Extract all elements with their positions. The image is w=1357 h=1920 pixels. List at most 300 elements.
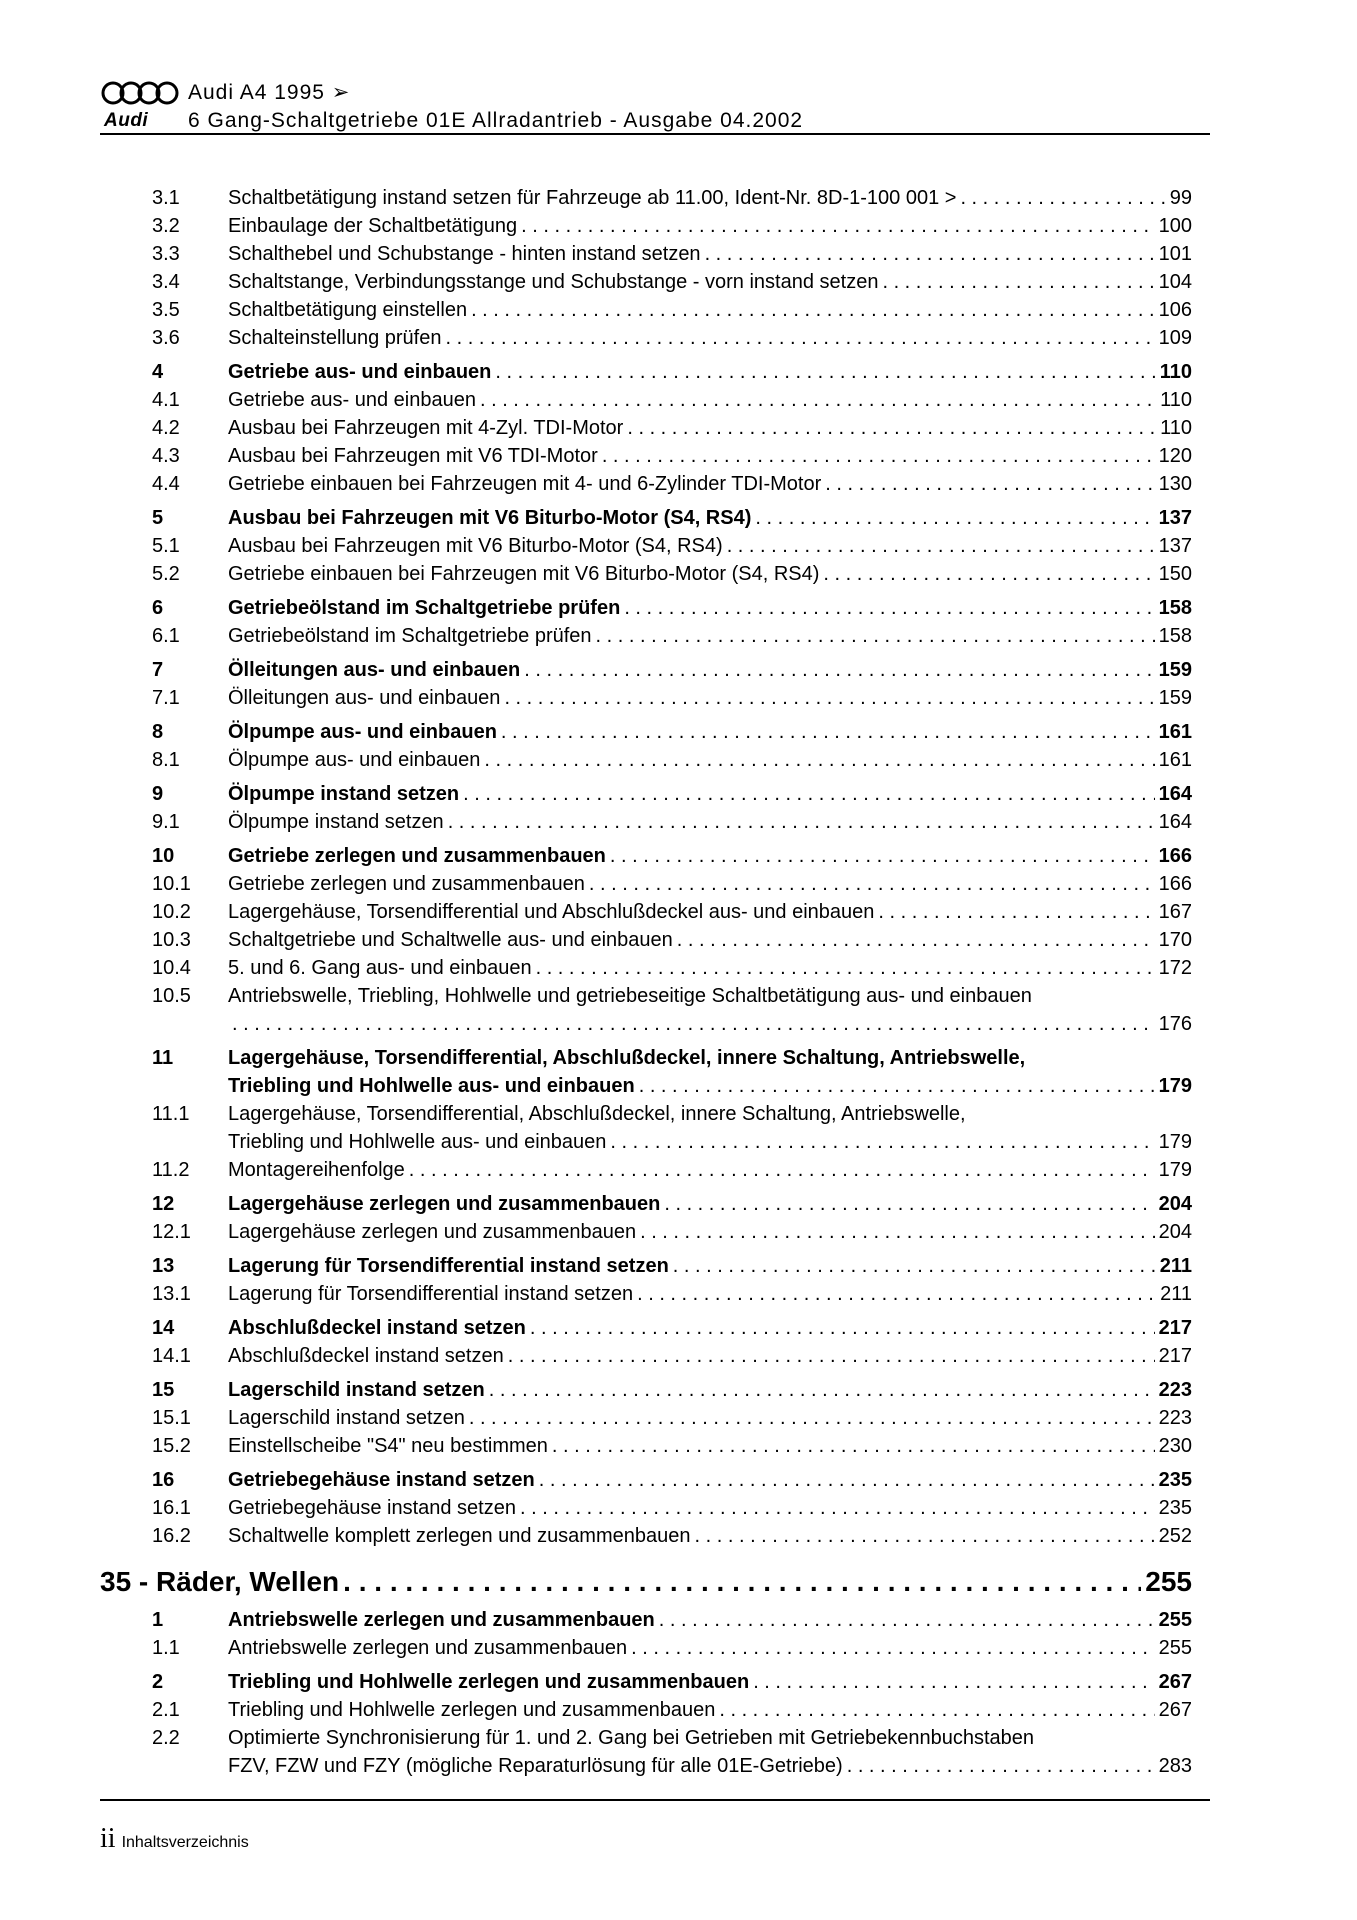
toc-entry-body [228, 414, 1192, 442]
toc-entry-page: 179 [1158, 1131, 1192, 1153]
toc-entry-page: 137 [1158, 507, 1192, 529]
toc-entry-title: Optimierte Synchronisierung für 1. und 2. Gang bei Getrieben mit Getriebekennbuchstaben [228, 1727, 1035, 1749]
toc-entry-page: 211 [1159, 1255, 1192, 1277]
toc-entry-page: 176 [1158, 1013, 1192, 1035]
toc-entry[interactable] [152, 926, 1192, 954]
toc-entry-title: Lagergehäuse, Torsendifferential, Abschlußdeckel, innere Schaltung, Antriebswelle, [228, 1103, 966, 1125]
toc-entry[interactable] [152, 808, 1192, 836]
toc-entry[interactable] [152, 656, 1192, 684]
toc-entry-number: 5.2 [152, 563, 180, 585]
toc-leader-dots [602, 442, 1155, 470]
toc-leader-dots [673, 1252, 1156, 1280]
toc-entry[interactable] [152, 898, 1192, 926]
toc-entry-title: Abschlußdeckel instand setzen [228, 1345, 504, 1367]
toc-entry-page: 166 [1158, 845, 1192, 867]
toc-entry-page: 106 [1158, 299, 1192, 321]
toc-leader-dots [521, 212, 1155, 240]
toc-entry-number: 3.3 [152, 243, 180, 265]
header-rule [100, 133, 1210, 135]
toc-leader-dots [847, 1752, 1155, 1780]
toc-entry-title: Getriebegehäuse instand setzen [228, 1497, 516, 1519]
toc-entry[interactable] [152, 1634, 1192, 1662]
toc-entry-number: 8.1 [152, 749, 180, 771]
audi-wordmark: Audi [104, 110, 149, 131]
toc-leader-dots [530, 1314, 1155, 1342]
toc-entry[interactable] [152, 594, 1192, 622]
toc-entry-page: 217 [1158, 1317, 1192, 1339]
toc-entry-title: Schaltstange, Verbindungsstange und Schubstange - vorn instand setzen [228, 271, 879, 293]
toc-leader-dots [524, 656, 1154, 684]
toc-leader-dots [539, 1466, 1155, 1494]
toc-entry[interactable] [152, 954, 1192, 982]
toc-leader-dots [960, 184, 1165, 212]
toc-entry-body [228, 1724, 1192, 1780]
toc-entry-number: 15.1 [152, 1407, 191, 1429]
toc-entry-title: Lagerung für Torsendifferential instand setzen [228, 1283, 634, 1305]
toc-entry-number: 16.2 [152, 1525, 191, 1547]
toc-leader-dots [448, 808, 1155, 836]
toc-entry-page: 267 [1158, 1671, 1192, 1693]
toc-entry-title: Getriebe zerlegen und zusammenbauen [228, 845, 606, 867]
toc-entry[interactable] [152, 746, 1192, 774]
toc-entry-title: Montagereihenfolge [228, 1159, 405, 1181]
toc-entry[interactable] [152, 296, 1192, 324]
toc-leader-dots [484, 746, 1154, 774]
toc-entry-title: Ausbau bei Fahrzeugen mit 4-Zyl. TDI-Motor [228, 417, 624, 439]
toc-entry-title: Schaltbetätigung instand setzen für Fahrzeuge ab 11.00, Ident-Nr. 8D-1-100 001 > [228, 187, 957, 209]
toc-entry-body [228, 1218, 1192, 1246]
toc-entry-title-continued: Triebling und Hohlwelle aus- und einbauen [228, 1075, 635, 1097]
toc-entry-page: 267 [1158, 1699, 1192, 1721]
toc-entry-body [228, 504, 1192, 532]
toc-entry-body [228, 954, 1192, 982]
toc-entry-body [228, 684, 1192, 712]
toc-entry-title: Getriebe einbauen bei Fahrzeugen mit V6 Biturbo-Motor (S4, RS4) [228, 563, 820, 585]
toc-entry-page: 158 [1158, 597, 1192, 619]
page-footer [100, 1823, 249, 1855]
toc-entry-number: 10.3 [152, 929, 191, 951]
toc-entry-body [228, 1100, 1192, 1156]
toc-entry-body [228, 1668, 1192, 1696]
toc-leader-dots [639, 1072, 1155, 1100]
toc-leader-dots [719, 1696, 1154, 1724]
toc-entry-page: 110 [1160, 417, 1192, 439]
toc-entry[interactable] [152, 1280, 1192, 1308]
toc-entry-body [228, 1280, 1192, 1308]
toc-entry-number: 11.1 [152, 1103, 190, 1125]
toc-entry-number: 6 [152, 597, 164, 619]
toc-entry-continuation [228, 1752, 1192, 1780]
toc-entry-page: 172 [1158, 957, 1192, 979]
toc-entry[interactable] [152, 1342, 1192, 1370]
toc-entry-body [228, 1404, 1192, 1432]
toc-entry[interactable] [152, 386, 1192, 414]
toc-entry-page: 283 [1158, 1755, 1192, 1777]
toc-leader-dots [489, 1376, 1155, 1404]
toc-entry-number: 12 [152, 1193, 175, 1215]
toc-entry-title: Ausbau bei Fahrzeugen mit V6 TDI-Motor [228, 445, 598, 467]
toc-entry-continuation [228, 1072, 1192, 1100]
manual-subtitle: 6 Gang-Schaltgetriebe 01E Allradantrieb - Ausgabe 04.2002 [188, 109, 804, 132]
toc-entry-page: 101 [1158, 243, 1192, 265]
toc-entry-body [228, 898, 1192, 926]
toc-entry-title: Getriebeölstand im Schaltgetriebe prüfen [228, 625, 592, 647]
toc-entry[interactable] [152, 1100, 1192, 1156]
toc-leader-dots [343, 1564, 1141, 1600]
toc-entry[interactable] [152, 212, 1192, 240]
toc-entry[interactable] [152, 1044, 1192, 1100]
toc-entry-body [228, 470, 1192, 498]
toc-entry-number: 5.1 [152, 535, 180, 557]
toc-entry[interactable] [152, 560, 1192, 588]
toc-entry-title: Getriebe einbauen bei Fahrzeugen mit 4- und 6-Zylinder TDI-Motor [228, 473, 822, 495]
toc-entry-number: 3.1 [152, 187, 180, 209]
toc-entry-page: 255 [1158, 1609, 1192, 1631]
toc-entry-title: Antriebswelle zerlegen und zusammenbauen [228, 1637, 628, 1659]
toc-leader-dots [480, 386, 1156, 414]
toc-leader-dots [664, 1190, 1154, 1218]
toc-entry-page: 179 [1158, 1159, 1192, 1181]
toc-entry-page: 109 [1158, 327, 1192, 349]
toc-entry[interactable] [152, 1466, 1192, 1494]
toc-entry[interactable] [152, 442, 1192, 470]
toc-entry-page: 223 [1158, 1407, 1192, 1429]
toc-entry-number: 10.1 [152, 873, 191, 895]
toc-entry-title: Triebling und Hohlwelle zerlegen und zusammenbauen [228, 1699, 716, 1721]
toc-entry-body [228, 240, 1192, 268]
toc-entry-title: Schaltgetriebe und Schaltwelle aus- und einbauen [228, 929, 673, 951]
toc-entry-number: 9.1 [152, 811, 180, 833]
toc-entry-title: Lagerschild instand setzen [228, 1407, 465, 1429]
toc-entry[interactable] [152, 1606, 1192, 1634]
toc-entry-page: 120 [1158, 445, 1192, 467]
toc-entry-body [228, 622, 1192, 650]
toc-entry-title: Triebling und Hohlwelle zerlegen und zusammenbauen [228, 1671, 750, 1693]
toc-entry-number: 2.1 [152, 1699, 180, 1721]
toc-entry-continuation [228, 1128, 1192, 1156]
section-title: 35 - Räder, Wellen [100, 1566, 340, 1597]
toc-leader-dots [610, 1128, 1154, 1156]
footer-label: Inhaltsverzeichnis [121, 1834, 249, 1851]
toc-entry-title: Getriebe zerlegen und zusammenbauen [228, 873, 585, 895]
toc-entry-number: 4.4 [152, 473, 180, 495]
toc-entry-body [228, 212, 1192, 240]
toc-entry-page: 223 [1158, 1379, 1192, 1401]
toc-entry-body [228, 746, 1192, 774]
toc-entry[interactable] [152, 1494, 1192, 1522]
toc-entry-body [228, 1494, 1192, 1522]
toc-entry-title: Getriebe aus- und einbauen [228, 361, 492, 383]
toc-entry-number: 2.2 [152, 1727, 180, 1749]
toc-leader-dots [825, 470, 1154, 498]
toc-entry-body [228, 386, 1192, 414]
toc-entry-title: Antriebswelle zerlegen und zusammenbauen [228, 1609, 655, 1631]
toc-entry[interactable] [152, 870, 1192, 898]
toc-entry-title: Einstellscheibe "S4" neu bestimmen [228, 1435, 548, 1457]
toc-entry-title: Lagergehäuse zerlegen und zusammenbauen [228, 1221, 637, 1243]
toc-entry-number: 6.1 [152, 625, 180, 647]
toc-entry-body [228, 982, 1192, 1038]
toc-leader-dots [637, 1280, 1156, 1308]
toc-leader-dots [508, 1342, 1155, 1370]
toc-leader-dots [610, 842, 1155, 870]
audi-rings-logo [100, 80, 180, 108]
toc-entry-page: 167 [1158, 901, 1192, 923]
toc-leader-dots [631, 1634, 1154, 1662]
toc-leader-dots [695, 1522, 1155, 1550]
toc-entry-number: 10.5 [152, 985, 191, 1007]
toc-leader-dots [469, 1404, 1155, 1432]
toc-entry-number: 14 [152, 1317, 175, 1339]
toc-entry-title: Ölleitungen aus- und einbauen [228, 687, 501, 709]
toc-entry-body [228, 1466, 1192, 1494]
toc-entry-body [228, 296, 1192, 324]
toc-entry-number: 1 [152, 1609, 164, 1631]
toc-entry-page: 252 [1158, 1525, 1192, 1547]
toc-leader-dots [823, 560, 1154, 588]
toc-entry[interactable] [152, 842, 1192, 870]
toc-entry-title: Getriebegehäuse instand setzen [228, 1469, 535, 1491]
toc-entry-number: 4 [152, 361, 164, 383]
toc-entry-number: 1.1 [152, 1637, 180, 1659]
toc-entry-title: Ölpumpe aus- und einbauen [228, 721, 497, 743]
toc-entry-title: Ölpumpe aus- und einbauen [228, 749, 481, 771]
toc-entry-body [228, 560, 1192, 588]
toc-entry-title-continued: FZV, FZW und FZY (mögliche Reparaturlösung für alle 01E-Getriebe) [228, 1755, 843, 1777]
toc-entry-body [228, 1606, 1192, 1634]
toc-entry-body [228, 324, 1192, 352]
toc-entry-title: Lagerung für Torsendifferential instand setzen [228, 1255, 669, 1277]
toc-leader-dots [878, 898, 1154, 926]
toc-entry[interactable] [152, 324, 1192, 352]
toc-leader-dots [727, 532, 1155, 560]
toc-leader-dots [640, 1218, 1155, 1246]
toc-leader-dots [504, 684, 1154, 712]
toc-leader-dots [536, 954, 1155, 982]
toc-entry[interactable] [152, 1156, 1192, 1184]
toc-entry-body [228, 268, 1192, 296]
toc-entry-page: 204 [1158, 1221, 1192, 1243]
toc-leader-dots [552, 1432, 1155, 1460]
toc-entry-body [228, 532, 1192, 560]
toc-entry-number: 10.2 [152, 901, 191, 923]
toc-entry-body [228, 442, 1192, 470]
toc-entry-page: 235 [1158, 1469, 1192, 1491]
toc-entry-page: 99 [1169, 187, 1192, 209]
toc-entry[interactable] [152, 1522, 1192, 1550]
toc-entry-title: 5. und 6. Gang aus- und einbauen [228, 957, 532, 979]
toc-entry-body [228, 1634, 1192, 1662]
toc-entry-page: 179 [1158, 1075, 1192, 1097]
toc-entry[interactable] [152, 684, 1192, 712]
toc-entry-body [228, 842, 1192, 870]
toc-entry[interactable] [152, 1190, 1192, 1218]
toc-leader-dots [659, 1606, 1155, 1634]
toc-entry-title-continued: Triebling und Hohlwelle aus- und einbauen [228, 1131, 607, 1153]
toc-entry-number: 4.3 [152, 445, 180, 467]
toc-entry-page: 137 [1158, 535, 1192, 557]
toc-entry-number: 4.1 [152, 389, 180, 411]
toc-entry-title: Schalteinstellung prüfen [228, 327, 442, 349]
toc-section-heading[interactable] [100, 1564, 1192, 1600]
toc-entry[interactable] [152, 240, 1192, 268]
toc-entry[interactable] [152, 358, 1192, 386]
toc-entry-title: Ausbau bei Fahrzeugen mit V6 Biturbo-Motor (S4, RS4) [228, 507, 752, 529]
toc-entry[interactable] [152, 622, 1192, 650]
toc-entry[interactable] [152, 1404, 1192, 1432]
toc-leader-dots [409, 1156, 1155, 1184]
toc-entry-page: 217 [1158, 1345, 1192, 1367]
toc-entry-number: 13 [152, 1255, 175, 1277]
toc-entry-title: Schaltbetätigung einstellen [228, 299, 468, 321]
toc-entry-body [228, 1342, 1192, 1370]
toc-entry-title: Ölpumpe instand setzen [228, 783, 460, 805]
toc-leader-dots [471, 296, 1155, 324]
toc-entry-number: 3.5 [152, 299, 180, 321]
toc-entry-page: 166 [1158, 873, 1192, 895]
toc-leader-dots [495, 358, 1155, 386]
toc-entry[interactable] [152, 268, 1192, 296]
toc-entry-body [228, 870, 1192, 898]
toc-entry[interactable] [152, 1218, 1192, 1246]
toc-entry[interactable] [152, 718, 1192, 746]
toc-entry-title: Lagergehäuse, Torsendifferential, Abschlußdeckel, innere Schaltung, Antriebswelle, [228, 1047, 1026, 1069]
vehicle-title: Audi A4 1995 ➢ [188, 81, 351, 104]
toc-leader-dots [624, 594, 1154, 622]
footer-rule [100, 1799, 1210, 1801]
toc-entry[interactable] [152, 1668, 1192, 1696]
toc-entry-number: 15 [152, 1379, 175, 1401]
toc-entry-title: Ölpumpe instand setzen [228, 811, 444, 833]
toc-entry-number: 5 [152, 507, 164, 529]
toc-entry-number: 4.2 [152, 417, 180, 439]
section-page: 255 [1145, 1566, 1192, 1597]
toc-entry[interactable] [152, 470, 1192, 498]
toc-entry-title: Lagerschild instand setzen [228, 1379, 485, 1401]
toc-entry-page: 161 [1158, 749, 1192, 771]
toc-leader-dots [520, 1494, 1155, 1522]
toc-entry-body [228, 594, 1192, 622]
toc-entry-body [228, 1252, 1192, 1280]
toc-entry[interactable] [152, 1696, 1192, 1724]
toc-entry[interactable] [152, 504, 1192, 532]
toc-entry-number: 3.2 [152, 215, 180, 237]
toc-leader-dots [232, 1010, 1155, 1038]
toc-leader-dots [445, 324, 1154, 352]
toc-entry-body [228, 184, 1192, 212]
toc-entry-number: 13.1 [152, 1283, 191, 1305]
toc-entry[interactable] [152, 780, 1192, 808]
toc-entry-title: Lagergehäuse, Torsendifferential und Abschlußdeckel aus- und einbauen [228, 901, 875, 923]
toc-entry-page: 211 [1160, 1283, 1192, 1305]
toc-entry-page: 170 [1158, 929, 1192, 951]
toc-entry[interactable] [152, 532, 1192, 560]
toc-entry-body [228, 1376, 1192, 1404]
toc-entry-body [228, 1696, 1192, 1724]
toc-leader-dots [627, 414, 1156, 442]
toc-entry-body [228, 656, 1192, 684]
toc-entry-title: Getriebe aus- und einbauen [228, 389, 476, 411]
toc-entry-page: 100 [1158, 215, 1192, 237]
toc-leader-dots [589, 870, 1155, 898]
toc-entry-number: 7.1 [152, 687, 180, 709]
toc-entry-number: 16.1 [152, 1497, 191, 1519]
toc-entry-page: 204 [1158, 1193, 1192, 1215]
toc-entry-page: 230 [1158, 1435, 1192, 1457]
toc-entry-number: 9 [152, 783, 164, 805]
toc-entry-page: 130 [1158, 473, 1192, 495]
toc-entry-page: 164 [1158, 811, 1192, 833]
toc-entry-title: Einbaulage der Schaltbetätigung [228, 215, 518, 237]
toc-entry-body [228, 926, 1192, 954]
toc-entry-number: 7 [152, 659, 164, 681]
toc-entry-title: Ausbau bei Fahrzeugen mit V6 Biturbo-Motor (S4, RS4) [228, 535, 723, 557]
toc-entry-number: 10 [152, 845, 175, 867]
toc-entry-number: 2 [152, 1671, 164, 1693]
toc-entry-body [228, 780, 1192, 808]
toc-entry-continuation [228, 1010, 1192, 1038]
toc-entry-title: Schalthebel und Schubstange - hinten instand setzen [228, 243, 701, 265]
table-of-contents [100, 184, 1192, 1780]
toc-entry-page: 164 [1158, 783, 1192, 805]
toc-entry-number: 8 [152, 721, 164, 743]
toc-entry-page: 150 [1158, 563, 1192, 585]
toc-entry[interactable] [152, 982, 1192, 1038]
toc-entry-page: 255 [1158, 1637, 1192, 1659]
toc-entry[interactable] [152, 414, 1192, 442]
toc-leader-dots [677, 926, 1155, 954]
toc-entry-title: Antriebswelle, Triebling, Hohlwelle und getriebeseitige Schaltbetätigung aus- und einbauen [228, 985, 1032, 1007]
toc-entry-number: 11 [152, 1047, 174, 1069]
toc-entry[interactable] [152, 1724, 1192, 1780]
toc-entry[interactable] [152, 1314, 1192, 1342]
toc-entry-page: 235 [1158, 1497, 1192, 1519]
toc-entry[interactable] [152, 1432, 1192, 1460]
toc-entry-number: 12.1 [152, 1221, 191, 1243]
toc-entry-title: Lagergehäuse zerlegen und zusammenbauen [228, 1193, 661, 1215]
toc-entry-body [228, 1190, 1192, 1218]
toc-leader-dots [501, 718, 1155, 746]
toc-entry-number: 14.1 [152, 1345, 191, 1367]
toc-entry-page: 161 [1158, 721, 1192, 743]
toc-entry-body [228, 358, 1192, 386]
toc-leader-dots [705, 240, 1155, 268]
toc-leader-dots [755, 504, 1154, 532]
toc-entry-page: 110 [1160, 389, 1192, 411]
toc-entry-title: Abschlußdeckel instand setzen [228, 1317, 526, 1339]
toc-entry-page: 159 [1158, 687, 1192, 709]
toc-entry-body [228, 718, 1192, 746]
page-number: ii [100, 1823, 116, 1854]
toc-entry-title: Getriebeölstand im Schaltgetriebe prüfen [228, 597, 621, 619]
toc-entry[interactable] [152, 184, 1192, 212]
toc-entry-body [228, 1044, 1192, 1100]
toc-entry[interactable] [152, 1376, 1192, 1404]
toc-entry-number: 10.4 [152, 957, 191, 979]
toc-entry-number: 3.6 [152, 327, 180, 349]
toc-leader-dots [882, 268, 1154, 296]
toc-entry-body [228, 1522, 1192, 1550]
toc-entry-number: 11.2 [152, 1159, 190, 1181]
toc-entry-body [228, 808, 1192, 836]
toc-entry[interactable] [152, 1252, 1192, 1280]
toc-entry-body [228, 1432, 1192, 1460]
toc-leader-dots [753, 1668, 1154, 1696]
toc-entry-title: Ölleitungen aus- und einbauen [228, 659, 521, 681]
toc-entry-page: 104 [1158, 271, 1192, 293]
toc-entry-body [228, 1314, 1192, 1342]
toc-entry-page: 110 [1159, 361, 1192, 383]
